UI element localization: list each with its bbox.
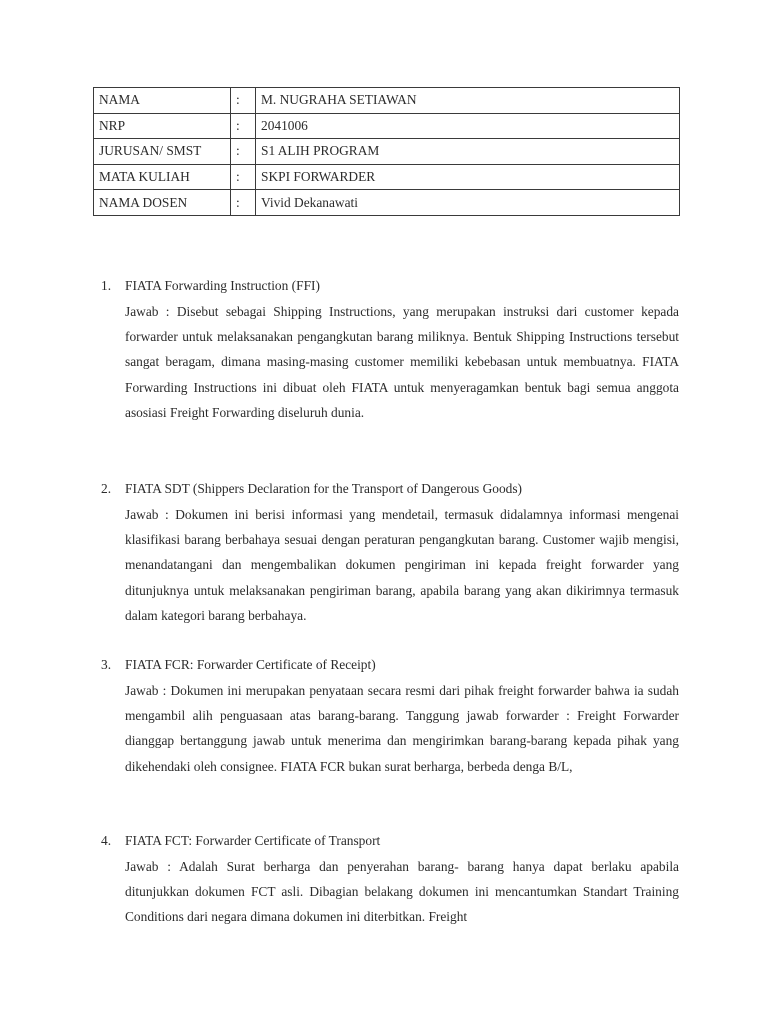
question-item: [101, 655, 679, 779]
question-number: 1.: [101, 278, 112, 293]
info-separator: :: [231, 190, 256, 216]
question-title: FIATA Forwarding Instruction (FFI): [125, 278, 320, 293]
question-number: 3.: [101, 657, 112, 672]
info-separator: :: [231, 139, 256, 165]
info-value: M. NUGRAHA SETIAWAN: [256, 88, 680, 114]
student-info-table: [93, 87, 680, 216]
info-separator: :: [231, 113, 256, 139]
question-title: FIATA FCT: Forwarder Certificate of Transport: [125, 833, 381, 848]
answer-text: Jawab : Adalah Surat berharga dan penyerahan barang- barang hanya dapat berlaku apabila ditunjukkan dokumen FCT asli. Dibagian belakang dokumen ini mencantumkan Standart Training Conditions dari negara dimana dokumen ini diterbitkan. Freight: [125, 859, 679, 925]
info-label: NRP: [94, 113, 231, 139]
info-value: Vivid Dekanawati: [256, 190, 680, 216]
question-item: [101, 831, 679, 930]
answer-text: Jawab : Dokumen ini merupakan penyataan secara resmi dari pihak freight forwarder bahwa ia sudah mengambil alih penguasaan atas barang-barang. Tanggung jawab forwarder : Freight Forwarder dianggap bertanggung jawab untuk menerima dan mengirimkan barang-barang kepada pihak yang dikehendaki oleh consignee. FIATA FCR bukan surat berharga, berbeda denga B/L,: [125, 683, 679, 774]
info-separator: :: [231, 88, 256, 114]
table-row: [94, 190, 680, 216]
info-separator: :: [231, 164, 256, 190]
answer-text: Jawab : Disebut sebagai Shipping Instructions, yang merupakan instruksi dari customer kepada forwarder untuk melaksanakan pengangkutan barang miliknya. Bentuk Shipping Instructions tersebut sangat beragam, dimana masing-masing customer memiliki kebebasan untuk membuatnya. FIATA Forwarding Instructions ini dibuat oleh FIATA untuk menyeragamkan bentuk bagi semua anggota asosiasi Freight Forwarding diseluruh dunia.: [125, 304, 679, 420]
info-label: NAMA DOSEN: [94, 190, 231, 216]
answer-text: Jawab : Dokumen ini berisi informasi yang mendetail, termasuk didalamnya informasi mengenai klasifikasi barang berbahaya sesuai dengan peraturan pengangkutan barang. Customer wajib mengisi, menandatangani dan mengembalikan dokumen pengiriman ini kepada freight forwarder yang ditunjuknya untuk melaksanakan pengiriman barang, apabila barang yang akan dikirimnya termasuk dalam kategori barang berbahaya.: [125, 507, 679, 623]
table-row: [94, 113, 680, 139]
info-value: S1 ALIH PROGRAM: [256, 139, 680, 165]
question-item: [101, 479, 679, 628]
table-row: [94, 164, 680, 190]
table-row: [94, 139, 680, 165]
question-item: [101, 276, 679, 425]
info-label: NAMA: [94, 88, 231, 114]
info-label: MATA KULIAH: [94, 164, 231, 190]
question-title: FIATA SDT (Shippers Declaration for the Transport of Dangerous Goods): [125, 481, 523, 496]
question-number: 4.: [101, 833, 112, 848]
question-title: FIATA FCR: Forwarder Certificate of Receipt): [125, 657, 376, 672]
question-number: 2.: [101, 481, 112, 496]
table-row: [94, 88, 680, 114]
info-value: 2041006: [256, 113, 680, 139]
info-value: SKPI FORWARDER: [256, 164, 680, 190]
info-label: JURUSAN/ SMST: [94, 139, 231, 165]
